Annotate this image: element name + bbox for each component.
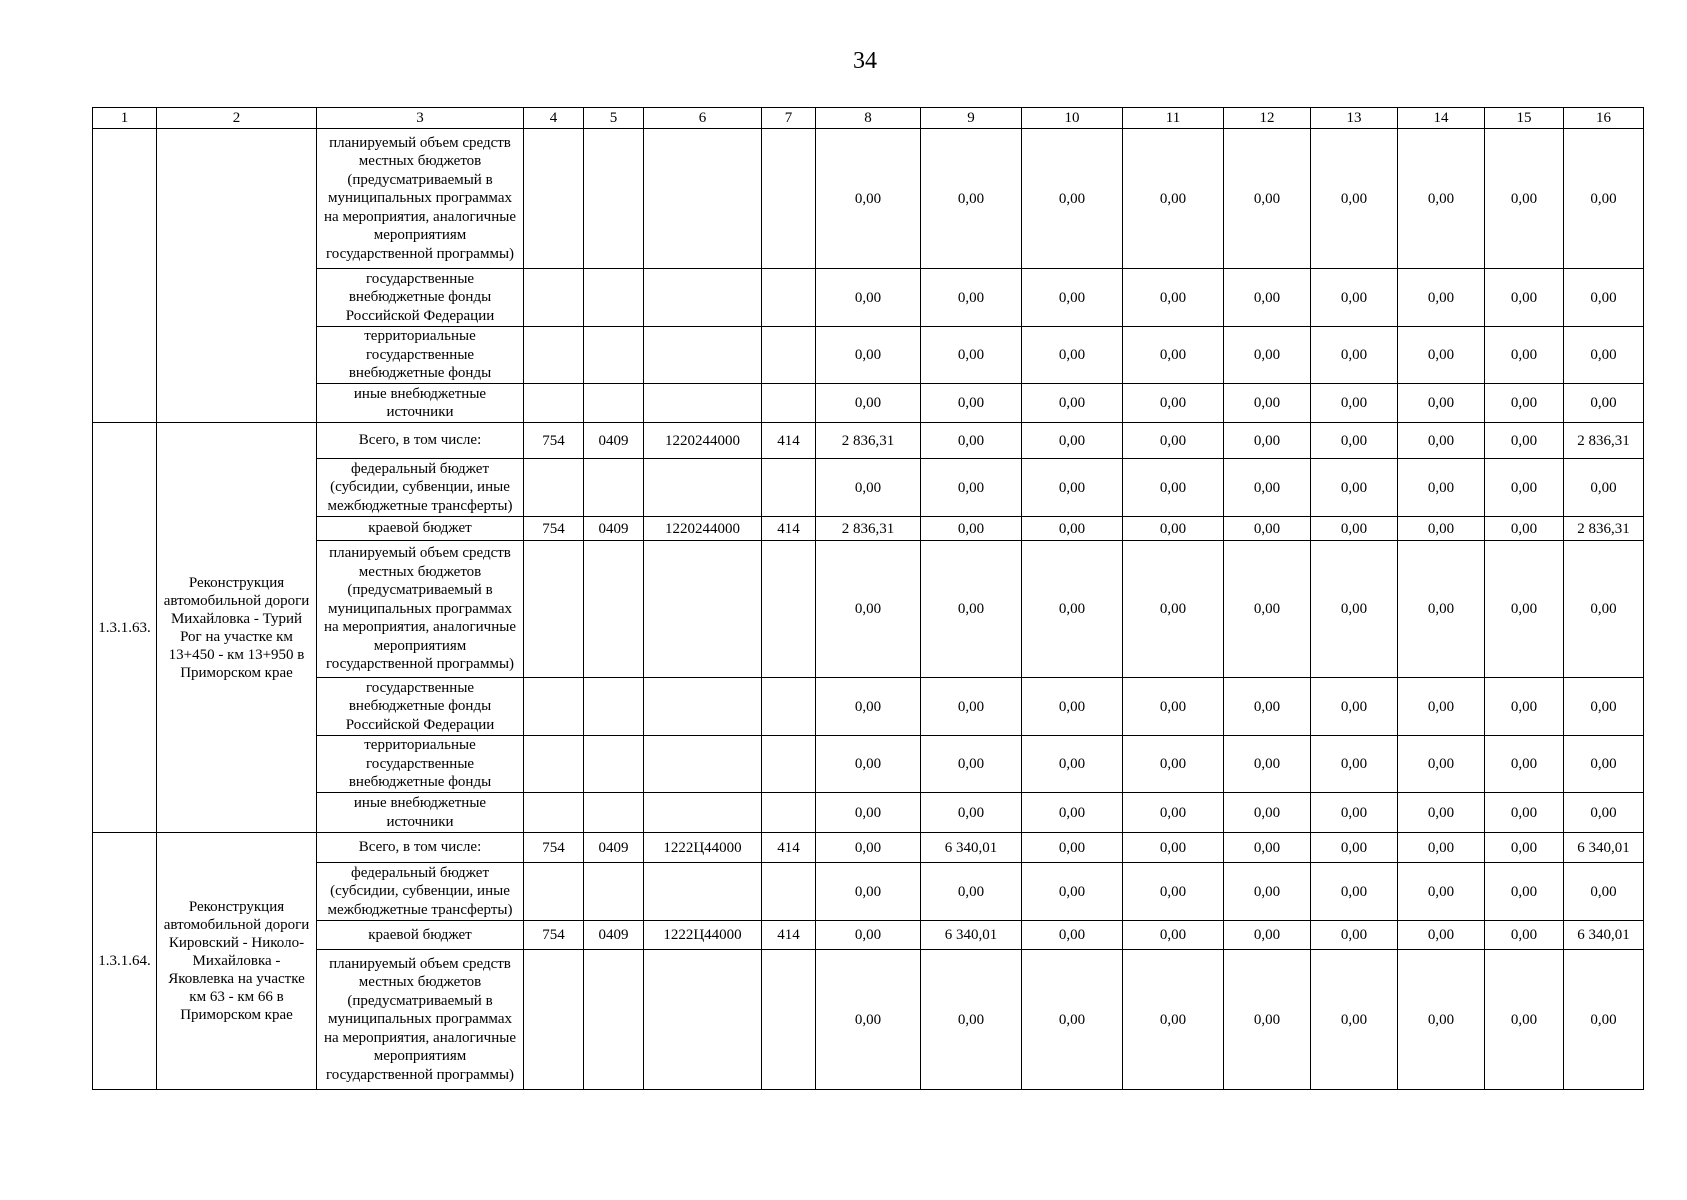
table-row bbox=[93, 736, 1644, 793]
amount-cell: 0,00 bbox=[1311, 423, 1398, 459]
amount-cell: 0,00 bbox=[1022, 423, 1123, 459]
amount-cell: 0,00 bbox=[1123, 129, 1224, 269]
budget-code-c5 bbox=[584, 950, 644, 1090]
object-name bbox=[157, 129, 317, 423]
funding-source: планируемый объем средств местных бюджетов (предусматриваемый в муниципальных программах на мероприятия, аналогичные мероприятиям государственной программы) bbox=[317, 541, 524, 678]
amount-cell: 0,00 bbox=[1398, 384, 1485, 423]
amount-cell: 0,00 bbox=[1123, 950, 1224, 1090]
amount-cell: 0,00 bbox=[1224, 423, 1311, 459]
amount-cell: 0,00 bbox=[1398, 863, 1485, 921]
amount-cell: 0,00 bbox=[1311, 327, 1398, 384]
budget-code-c4 bbox=[524, 793, 584, 833]
amount-cell: 0,00 bbox=[1564, 269, 1644, 327]
amount-cell: 0,00 bbox=[816, 459, 921, 517]
column-number-cell: 5 bbox=[584, 108, 644, 129]
amount-cell: 0,00 bbox=[816, 950, 921, 1090]
amount-cell: 0,00 bbox=[1485, 327, 1564, 384]
amount-cell: 0,00 bbox=[1311, 384, 1398, 423]
amount-cell: 0,00 bbox=[816, 833, 921, 863]
funding-source: краевой бюджет bbox=[317, 517, 524, 541]
budget-code-c6 bbox=[644, 459, 762, 517]
budget-code-c7 bbox=[762, 384, 816, 423]
object-name: Реконструкция автомобильной дороги Михайловка - Турий Рог на участке км 13+450 - км 13+950 в Приморском крае bbox=[157, 423, 317, 833]
table-row bbox=[93, 423, 1644, 459]
funding-source: государственные внебюджетные фонды Российской Федерации bbox=[317, 678, 524, 736]
amount-cell: 0,00 bbox=[1123, 793, 1224, 833]
amount-cell: 0,00 bbox=[921, 950, 1022, 1090]
amount-cell: 0,00 bbox=[1224, 833, 1311, 863]
amount-cell: 0,00 bbox=[921, 384, 1022, 423]
column-number-cell: 10 bbox=[1022, 108, 1123, 129]
amount-cell: 0,00 bbox=[1564, 384, 1644, 423]
table-row bbox=[93, 327, 1644, 384]
table-row bbox=[93, 678, 1644, 736]
budget-code-c6 bbox=[644, 863, 762, 921]
funding-source: государственные внебюджетные фонды Российской Федерации bbox=[317, 269, 524, 327]
budget-code-c4 bbox=[524, 678, 584, 736]
amount-cell: 0,00 bbox=[816, 269, 921, 327]
budget-code-c7 bbox=[762, 863, 816, 921]
amount-cell: 0,00 bbox=[1022, 327, 1123, 384]
budget-code-c7 bbox=[762, 541, 816, 678]
budget-code-c5 bbox=[584, 269, 644, 327]
budget-code-c7 bbox=[762, 950, 816, 1090]
amount-cell: 0,00 bbox=[921, 541, 1022, 678]
funding-source: федеральный бюджет (субсидии, субвенции, иные межбюджетные трансферты) bbox=[317, 863, 524, 921]
object-name: Реконструкция автомобильной дороги Кировский - Николо-Михайловка - Яковлевка на участке км 63 - км 66 в Приморском крае bbox=[157, 833, 317, 1090]
amount-cell: 0,00 bbox=[1398, 678, 1485, 736]
column-number-cell: 9 bbox=[921, 108, 1022, 129]
budget-code-c6 bbox=[644, 541, 762, 678]
budget-code-c4: 754 bbox=[524, 921, 584, 950]
amount-cell: 0,00 bbox=[1022, 541, 1123, 678]
amount-cell: 0,00 bbox=[921, 678, 1022, 736]
column-number-cell: 12 bbox=[1224, 108, 1311, 129]
funding-source: Всего, в том числе: bbox=[317, 423, 524, 459]
amount-cell: 0,00 bbox=[1123, 541, 1224, 678]
amount-cell: 0,00 bbox=[1311, 129, 1398, 269]
amount-cell: 0,00 bbox=[1398, 736, 1485, 793]
amount-cell: 0,00 bbox=[921, 459, 1022, 517]
amount-cell: 0,00 bbox=[1398, 833, 1485, 863]
amount-cell: 0,00 bbox=[1123, 833, 1224, 863]
amount-cell: 0,00 bbox=[1123, 921, 1224, 950]
amount-cell: 0,00 bbox=[1022, 129, 1123, 269]
budget-code-c5: 0409 bbox=[584, 833, 644, 863]
budget-code-c5 bbox=[584, 736, 644, 793]
amount-cell: 6 340,01 bbox=[1564, 833, 1644, 863]
amount-cell: 0,00 bbox=[816, 678, 921, 736]
amount-cell: 2 836,31 bbox=[816, 517, 921, 541]
budget-code-c5 bbox=[584, 384, 644, 423]
budget-code-c4 bbox=[524, 736, 584, 793]
budget-code-c7 bbox=[762, 129, 816, 269]
table-row bbox=[93, 269, 1644, 327]
budget-code-c7 bbox=[762, 678, 816, 736]
amount-cell: 0,00 bbox=[1022, 736, 1123, 793]
budget-code-c6: 1220244000 bbox=[644, 517, 762, 541]
amount-cell: 0,00 bbox=[1224, 541, 1311, 678]
amount-cell: 0,00 bbox=[1022, 384, 1123, 423]
budget-code-c4 bbox=[524, 863, 584, 921]
amount-cell: 6 340,01 bbox=[921, 833, 1022, 863]
budget-code-c5: 0409 bbox=[584, 423, 644, 459]
amount-cell: 0,00 bbox=[1224, 384, 1311, 423]
amount-cell: 0,00 bbox=[1224, 863, 1311, 921]
amount-cell: 0,00 bbox=[1123, 678, 1224, 736]
budget-code-c5 bbox=[584, 793, 644, 833]
amount-cell: 0,00 bbox=[1311, 833, 1398, 863]
amount-cell: 0,00 bbox=[921, 863, 1022, 921]
budget-code-c6 bbox=[644, 793, 762, 833]
column-number-cell: 14 bbox=[1398, 108, 1485, 129]
amount-cell: 0,00 bbox=[1123, 736, 1224, 793]
amount-cell: 0,00 bbox=[1311, 541, 1398, 678]
table-row bbox=[93, 459, 1644, 517]
amount-cell: 0,00 bbox=[1311, 459, 1398, 517]
amount-cell: 0,00 bbox=[816, 384, 921, 423]
funding-source: территориальные государственные внебюджетные фонды bbox=[317, 736, 524, 793]
amount-cell: 0,00 bbox=[1123, 327, 1224, 384]
budget-code-c4 bbox=[524, 269, 584, 327]
budget-code-c7: 414 bbox=[762, 921, 816, 950]
budget-code-c5 bbox=[584, 863, 644, 921]
amount-cell: 0,00 bbox=[1485, 833, 1564, 863]
funding-source: планируемый объем средств местных бюджетов (предусматриваемый в муниципальных программах на мероприятия, аналогичные мероприятиям государственной программы) bbox=[317, 129, 524, 269]
budget-code-c6: 1222Ц44000 bbox=[644, 833, 762, 863]
column-number-cell: 6 bbox=[644, 108, 762, 129]
amount-cell: 0,00 bbox=[1022, 833, 1123, 863]
amount-cell: 0,00 bbox=[1398, 541, 1485, 678]
budget-code-c7: 414 bbox=[762, 517, 816, 541]
amount-cell: 0,00 bbox=[1224, 129, 1311, 269]
amount-cell: 0,00 bbox=[1224, 678, 1311, 736]
amount-cell: 0,00 bbox=[816, 327, 921, 384]
amount-cell: 0,00 bbox=[1564, 678, 1644, 736]
amount-cell: 0,00 bbox=[1123, 863, 1224, 921]
budget-code-c6 bbox=[644, 950, 762, 1090]
amount-cell: 0,00 bbox=[1224, 736, 1311, 793]
column-number-cell: 8 bbox=[816, 108, 921, 129]
column-number-cell: 11 bbox=[1123, 108, 1224, 129]
column-number-cell: 2 bbox=[157, 108, 317, 129]
amount-cell: 0,00 bbox=[1311, 269, 1398, 327]
amount-cell: 0,00 bbox=[921, 129, 1022, 269]
table-row bbox=[93, 384, 1644, 423]
budget-code-c5 bbox=[584, 459, 644, 517]
amount-cell: 0,00 bbox=[1485, 793, 1564, 833]
budget-code-c7: 414 bbox=[762, 423, 816, 459]
amount-cell: 0,00 bbox=[816, 736, 921, 793]
amount-cell: 0,00 bbox=[1485, 541, 1564, 678]
budget-code-c4 bbox=[524, 950, 584, 1090]
object-code: 1.3.1.63. bbox=[93, 423, 157, 833]
amount-cell: 0,00 bbox=[1564, 459, 1644, 517]
amount-cell: 0,00 bbox=[1311, 736, 1398, 793]
budget-code-c7 bbox=[762, 459, 816, 517]
table-row bbox=[93, 863, 1644, 921]
table-row bbox=[93, 921, 1644, 950]
amount-cell: 0,00 bbox=[921, 327, 1022, 384]
object-code bbox=[93, 129, 157, 423]
amount-cell: 0,00 bbox=[1022, 863, 1123, 921]
budget-code-c4 bbox=[524, 541, 584, 678]
amount-cell: 6 340,01 bbox=[1564, 921, 1644, 950]
budget-code-c6 bbox=[644, 384, 762, 423]
table-row bbox=[93, 793, 1644, 833]
amount-cell: 0,00 bbox=[921, 423, 1022, 459]
amount-cell: 0,00 bbox=[1311, 793, 1398, 833]
budget-code-c7 bbox=[762, 736, 816, 793]
funding-source: краевой бюджет bbox=[317, 921, 524, 950]
table-row bbox=[93, 517, 1644, 541]
column-number-cell: 16 bbox=[1564, 108, 1644, 129]
amount-cell: 0,00 bbox=[1398, 129, 1485, 269]
budget-code-c5 bbox=[584, 129, 644, 269]
amount-cell: 0,00 bbox=[1485, 423, 1564, 459]
amount-cell: 0,00 bbox=[1022, 269, 1123, 327]
amount-cell: 0,00 bbox=[921, 793, 1022, 833]
amount-cell: 0,00 bbox=[1311, 863, 1398, 921]
amount-cell: 0,00 bbox=[1224, 517, 1311, 541]
amount-cell: 0,00 bbox=[1224, 269, 1311, 327]
budget-code-c7 bbox=[762, 793, 816, 833]
amount-cell: 0,00 bbox=[1022, 950, 1123, 1090]
budget-code-c4 bbox=[524, 459, 584, 517]
budget-code-c7 bbox=[762, 327, 816, 384]
amount-cell: 0,00 bbox=[1123, 517, 1224, 541]
amount-cell: 0,00 bbox=[1022, 921, 1123, 950]
budget-code-c7 bbox=[762, 269, 816, 327]
table-row bbox=[93, 950, 1644, 1090]
amount-cell: 0,00 bbox=[1022, 517, 1123, 541]
budget-code-c6 bbox=[644, 736, 762, 793]
object-code: 1.3.1.64. bbox=[93, 833, 157, 1090]
amount-cell: 0,00 bbox=[1564, 736, 1644, 793]
amount-cell: 0,00 bbox=[1485, 459, 1564, 517]
amount-cell: 0,00 bbox=[816, 541, 921, 678]
amount-cell: 0,00 bbox=[1398, 459, 1485, 517]
budget-code-c4 bbox=[524, 129, 584, 269]
amount-cell: 0,00 bbox=[1564, 541, 1644, 678]
budget-code-c6 bbox=[644, 678, 762, 736]
budget-code-c6: 1222Ц44000 bbox=[644, 921, 762, 950]
amount-cell: 0,00 bbox=[1485, 736, 1564, 793]
table-row bbox=[93, 129, 1644, 269]
amount-cell: 0,00 bbox=[1485, 384, 1564, 423]
column-number-cell: 13 bbox=[1311, 108, 1398, 129]
amount-cell: 0,00 bbox=[1485, 129, 1564, 269]
funding-source: иные внебюджетные источники bbox=[317, 793, 524, 833]
amount-cell: 0,00 bbox=[921, 736, 1022, 793]
amount-cell: 0,00 bbox=[1123, 423, 1224, 459]
amount-cell: 0,00 bbox=[1022, 678, 1123, 736]
column-number-cell: 15 bbox=[1485, 108, 1564, 129]
column-number-cell: 7 bbox=[762, 108, 816, 129]
amount-cell: 0,00 bbox=[1564, 863, 1644, 921]
column-number-cell: 3 bbox=[317, 108, 524, 129]
amount-cell: 0,00 bbox=[1564, 793, 1644, 833]
budget-code-c6: 1220244000 bbox=[644, 423, 762, 459]
amount-cell: 0,00 bbox=[1564, 950, 1644, 1090]
amount-cell: 0,00 bbox=[1485, 863, 1564, 921]
budget-code-c6 bbox=[644, 327, 762, 384]
budget-code-c5 bbox=[584, 327, 644, 384]
column-number-cell: 1 bbox=[93, 108, 157, 129]
amount-cell: 0,00 bbox=[1398, 423, 1485, 459]
amount-cell: 0,00 bbox=[1485, 950, 1564, 1090]
amount-cell: 0,00 bbox=[1398, 793, 1485, 833]
amount-cell: 6 340,01 bbox=[921, 921, 1022, 950]
amount-cell: 0,00 bbox=[1224, 921, 1311, 950]
amount-cell: 0,00 bbox=[1398, 921, 1485, 950]
funding-source: федеральный бюджет (субсидии, субвенции, иные межбюджетные трансферты) bbox=[317, 459, 524, 517]
amount-cell: 0,00 bbox=[1311, 678, 1398, 736]
amount-cell: 0,00 bbox=[816, 921, 921, 950]
amount-cell: 2 836,31 bbox=[1564, 423, 1644, 459]
amount-cell: 0,00 bbox=[1022, 793, 1123, 833]
amount-cell: 0,00 bbox=[1398, 327, 1485, 384]
amount-cell: 0,00 bbox=[1123, 459, 1224, 517]
budget-code-c7: 414 bbox=[762, 833, 816, 863]
amount-cell: 2 836,31 bbox=[1564, 517, 1644, 541]
funding-source: планируемый объем средств местных бюджетов (предусматриваемый в муниципальных программах на мероприятия, аналогичные мероприятиям государственной программы) bbox=[317, 950, 524, 1090]
funding-source: территориальные государственные внебюджетные фонды bbox=[317, 327, 524, 384]
amount-cell: 0,00 bbox=[921, 269, 1022, 327]
budget-code-c5 bbox=[584, 541, 644, 678]
table-row bbox=[93, 541, 1644, 678]
amount-cell: 0,00 bbox=[1311, 517, 1398, 541]
budget-code-c6 bbox=[644, 129, 762, 269]
amount-cell: 0,00 bbox=[1564, 327, 1644, 384]
amount-cell: 0,00 bbox=[1224, 327, 1311, 384]
amount-cell: 0,00 bbox=[1123, 269, 1224, 327]
amount-cell: 0,00 bbox=[1485, 269, 1564, 327]
amount-cell: 0,00 bbox=[1485, 921, 1564, 950]
amount-cell: 0,00 bbox=[816, 863, 921, 921]
amount-cell: 0,00 bbox=[1224, 459, 1311, 517]
budget-code-c4: 754 bbox=[524, 517, 584, 541]
amount-cell: 0,00 bbox=[1398, 950, 1485, 1090]
amount-cell: 0,00 bbox=[1224, 950, 1311, 1090]
table-row bbox=[93, 833, 1644, 863]
amount-cell: 0,00 bbox=[1123, 384, 1224, 423]
budget-code-c4 bbox=[524, 327, 584, 384]
budget-code-c4: 754 bbox=[524, 833, 584, 863]
amount-cell: 0,00 bbox=[1564, 129, 1644, 269]
budget-table bbox=[92, 107, 1644, 1090]
funding-source: иные внебюджетные источники bbox=[317, 384, 524, 423]
amount-cell: 0,00 bbox=[816, 129, 921, 269]
amount-cell: 0,00 bbox=[1398, 517, 1485, 541]
amount-cell: 0,00 bbox=[816, 793, 921, 833]
column-number-cell: 4 bbox=[524, 108, 584, 129]
funding-source: Всего, в том числе: bbox=[317, 833, 524, 863]
amount-cell: 0,00 bbox=[1311, 950, 1398, 1090]
budget-code-c4: 754 bbox=[524, 423, 584, 459]
amount-cell: 0,00 bbox=[921, 517, 1022, 541]
amount-cell: 0,00 bbox=[1398, 269, 1485, 327]
budget-code-c5: 0409 bbox=[584, 517, 644, 541]
amount-cell: 0,00 bbox=[1022, 459, 1123, 517]
amount-cell: 0,00 bbox=[1311, 921, 1398, 950]
page-number: 34 bbox=[853, 48, 877, 74]
amount-cell: 2 836,31 bbox=[816, 423, 921, 459]
amount-cell: 0,00 bbox=[1224, 793, 1311, 833]
amount-cell: 0,00 bbox=[1485, 678, 1564, 736]
column-number-row bbox=[93, 108, 1644, 129]
amount-cell: 0,00 bbox=[1485, 517, 1564, 541]
table-body bbox=[93, 108, 1644, 1090]
budget-code-c4 bbox=[524, 384, 584, 423]
budget-code-c5 bbox=[584, 678, 644, 736]
budget-code-c6 bbox=[644, 269, 762, 327]
budget-code-c5: 0409 bbox=[584, 921, 644, 950]
